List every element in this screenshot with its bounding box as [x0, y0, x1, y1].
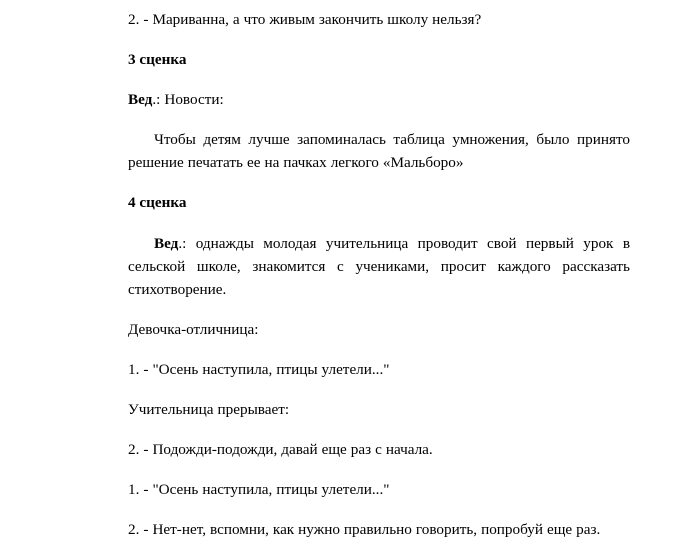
paragraph-teacher-interrupts: Учительница прерывает: [128, 401, 290, 419]
paragraph-host-teacher-story-text: .: однажды молодая учительница проводит свой первый урок в сельской школе, знакомится с учениками, просит каждого рассказать стихотворение. [128, 234, 630, 298]
paragraph-line-2-marivanna: 2. - Мариванна, а что живым закончить школу нельзя? [128, 11, 482, 28]
paragraph-line-1-autumn-first: 1. - "Осень наступила, птицы улетели..." [128, 360, 390, 378]
heading-scene-4: 4 сценка [128, 194, 187, 212]
paragraph-girl-top-student: Девочка-отличница: [128, 320, 259, 338]
heading-scene-3: 3 сценка [128, 51, 187, 69]
paragraph-line-1-autumn-second: 1. - "Осень наступила, птицы улетели..." [128, 481, 390, 499]
paragraph-host-news-text: .: Новости: [152, 91, 224, 109]
paragraph-line-2-wait: 2. - Подожди-подожди, давай еще раз с начала. [128, 441, 433, 459]
speaker-label-host-news: Вед [128, 91, 153, 109]
paragraph-host-teacher-story [128, 232, 630, 301]
speaker-label-host-story: Вед [154, 234, 179, 252]
paragraph-line-2-no-no: 2. - Нет-нет, вспомни, как нужно правильно говорить, попробуй еще раз. [128, 521, 601, 539]
paragraph-host-news [128, 88, 630, 111]
paragraph-news-body: Чтобы детям лучше запоминалась таблица умножения, было принято решение печатать ее на пачках легкого «Мальборо» [128, 131, 630, 172]
